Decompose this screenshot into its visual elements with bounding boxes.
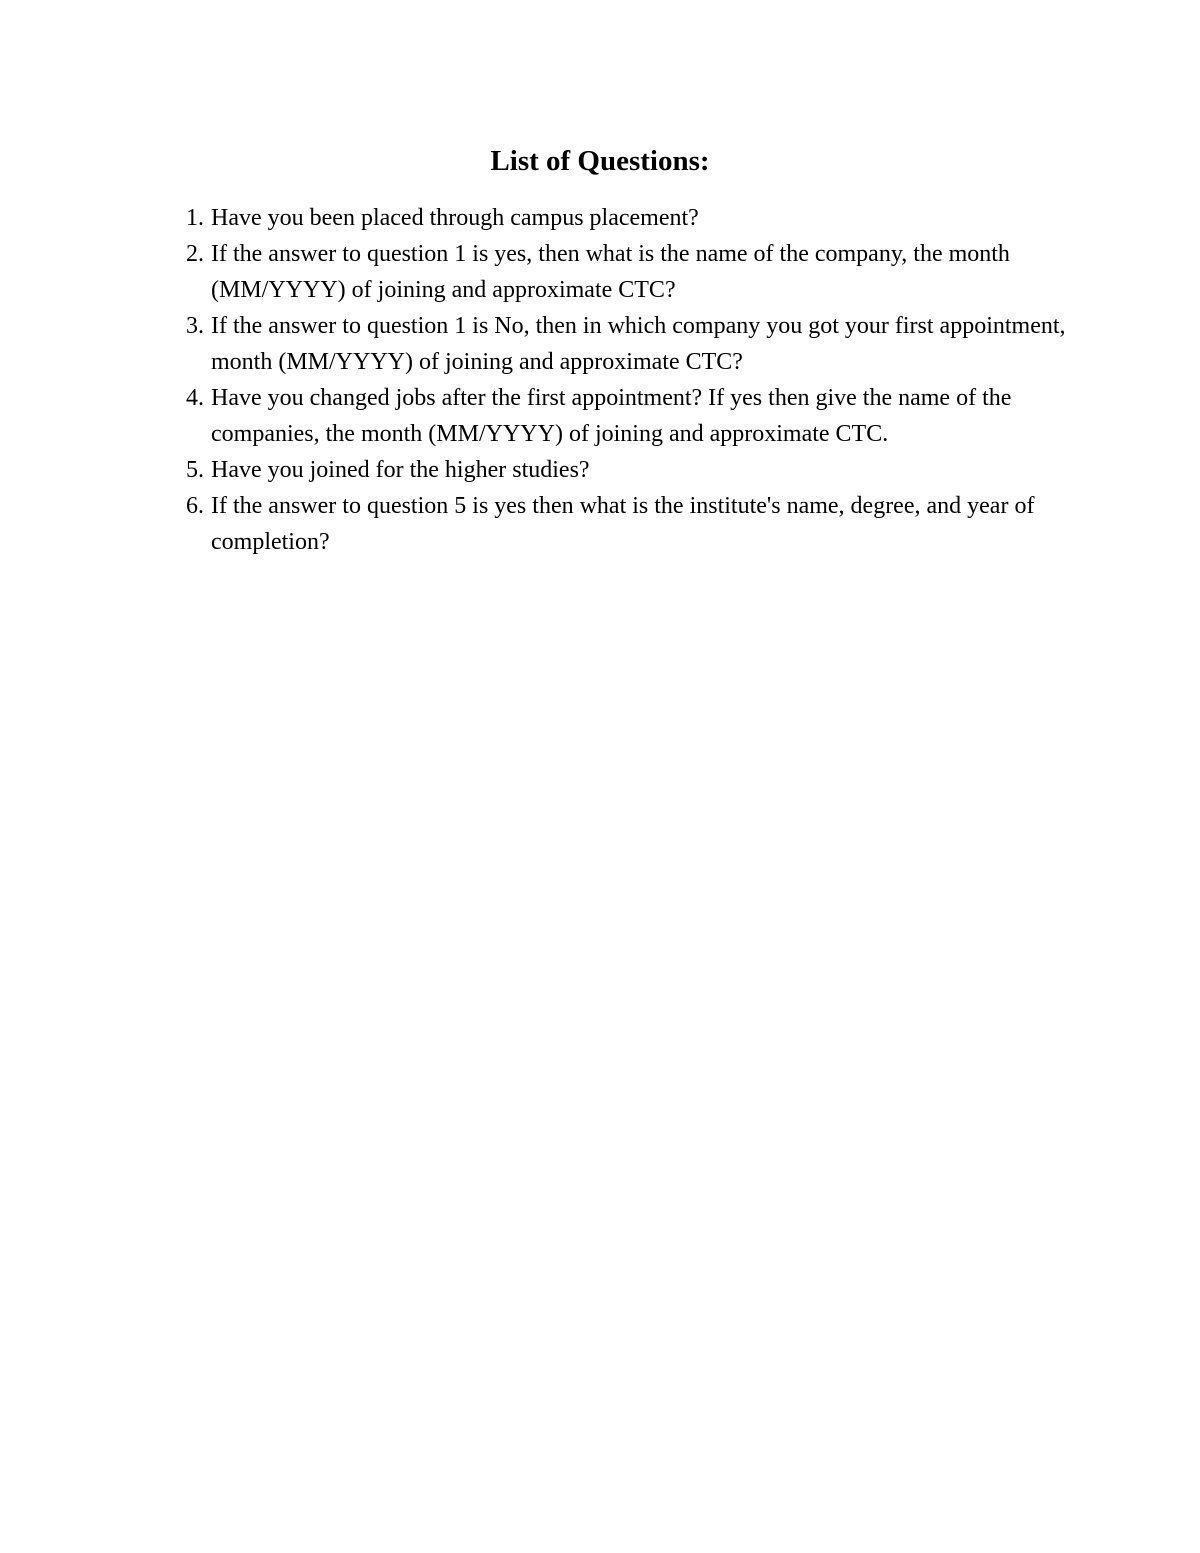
list-item (168, 488, 1068, 560)
question-text: If the answer to question 1 is No, then in which company you got your first appointment, month (MM/YYYY) of joining and approximate CTC? (211, 313, 1066, 375)
question-number: 4. (186, 385, 204, 411)
question-text: Have you changed jobs after the first appointment? If yes then give the name of the companies, the month (MM/YYYY) of joining and approximate CTC. (211, 385, 1012, 447)
question-number: 3. (186, 313, 204, 339)
question-text: If the answer to question 1 is yes, then what is the name of the company, the month (MM/YYYY) of joining and approximate CTC? (211, 241, 1010, 303)
question-number: 2. (186, 241, 204, 267)
question-text: Have you joined for the higher studies? (211, 457, 590, 483)
list-item (168, 236, 1068, 308)
list-item (168, 200, 1068, 236)
question-number: 5. (186, 457, 204, 483)
question-text: Have you been placed through campus placement? (211, 205, 699, 231)
question-list (168, 200, 1068, 560)
list-item (168, 452, 1068, 488)
page-title: List of Questions: (490, 145, 710, 177)
question-number: 6. (186, 493, 204, 519)
question-text: If the answer to question 5 is yes then what is the institute's name, degree, and year of completion? (211, 493, 1035, 555)
question-number: 1. (186, 205, 204, 231)
list-item (168, 380, 1068, 452)
list-item (168, 308, 1068, 380)
